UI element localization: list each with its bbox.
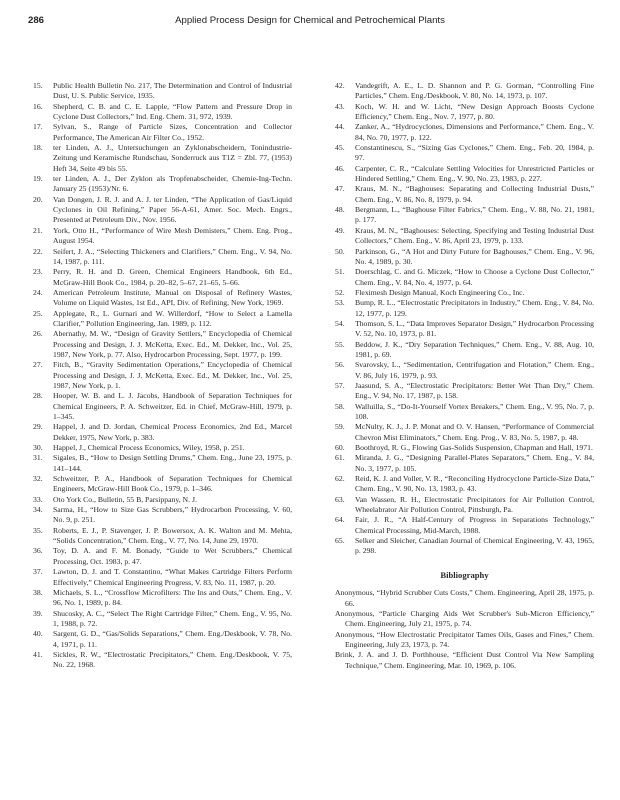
reference-number: 54.	[335, 318, 345, 328]
reference-text: York, Otto H., “Performance of Wire Mesh Demisters,” Chem. Eng. Prog., August 1954.	[53, 225, 292, 246]
reference-number: 63.	[335, 494, 345, 504]
reference-text: Roberts, E. J., P. Stavenger, J. P. Bowersox, A. K. Walton and M. Mehta, “Solids Concentration,” Chem. Eng., V. 77, No. 14, June 29, 1970.	[53, 525, 292, 546]
reference-text: Constantinescu, S., “Sizing Gas Cyclones,” Chem. Eng., Feb. 20, 1984, p. 97.	[355, 143, 594, 163]
reference-entry	[33, 360, 292, 391]
reference-number: 18.	[33, 143, 43, 153]
reference-text: Sigales, B., “How to Design Settling Drums,” Chem. Eng., June 23, 1975, p. 141–144.	[53, 453, 292, 473]
reference-text: Seifert, J. A., “Selecting Thickeners and Clarifiers,” Chem. Eng., V. 94, No. 14, 1987, p. 111.	[53, 246, 292, 266]
reference-number: 46.	[335, 163, 345, 173]
reference-text: Beddow, J. K., “Dry Separation Techniques,” Chem. Eng., V. 88, Aug. 10, 1981, p. 69.	[355, 339, 594, 359]
reference-entry	[33, 174, 292, 195]
reference-number: 17.	[33, 122, 43, 132]
reference-number: 43.	[335, 101, 345, 111]
reference-entry	[33, 102, 292, 123]
reference-number: 60.	[335, 443, 345, 453]
reference-list-right	[335, 81, 594, 557]
reference-number: 26.	[33, 329, 43, 339]
reference-number: 27.	[33, 360, 43, 370]
reference-text: Michaels, S. L., “Crossflow Microfilters: The Ins and Outs,” Chem. Eng., V. 96, No. 1, 1989, p. 84.	[53, 587, 292, 608]
reference-entry	[335, 536, 594, 557]
reference-entry	[33, 650, 292, 671]
reference-entry	[335, 495, 594, 516]
reference-text: Happel, J. and D. Jordan, Chemical Process Economics, 2nd Ed., Marcel Dekker, 1975, New York, p. 383.	[53, 422, 292, 442]
reference-entry	[335, 267, 594, 288]
reference-number: 40.	[33, 629, 43, 639]
reference-text: Vandegrift, A. E., L. D. Shannon and P. G. Gorman, “Controlling Fine Particles,” Chem. Eng./Deskbook, V. 80, No. 14, 1973, p. 107.	[355, 81, 594, 101]
bibliography-entry: Anonymous, “Hybrid Scrubber Cuts Costs,” Chem. Engineering, April 28, 1975, p. 66.	[335, 588, 594, 608]
reference-text: American Petroleum Institute, Manual on Disposal of Refinery Wastes, Volume on Liquid Wastes, 1st Ed., API, Div. of Refining, New York, 1969.	[53, 287, 292, 308]
reference-number: 36.	[33, 546, 43, 556]
bibliography-entry: Brink, J. A. and J. D. Porthhouse, “Efficient Dust Control Via New Sampling Technique,” Chem. Engineering, Mar. 10, 1969, p. 106.	[335, 650, 594, 670]
reference-entry	[33, 329, 292, 360]
reference-text: Fitch, B., “Gravity Sedimentation Operations,” Encyclopedia of Chemical Processing and Design, J. J. McKetta, Exec. Ed., M. Dekker, Inc., Vol. 25, 1987, New York, p. 1.	[53, 360, 292, 390]
reference-text: Shepherd, C. B. and C. E. Lapple, “Flow Pattern and Pressure Drop in Cyclone Dust Collectors,” Ind. Eng. Chem. 31, 972, 1939.	[53, 101, 292, 122]
reference-text: Parkinson, G., “A Hot and Dirty Future for Baghouses,” Chem. Eng., V. 96, No. 4, 1989, p. 30.	[355, 246, 594, 266]
reference-number: 55.	[335, 339, 345, 349]
reference-number: 29.	[33, 422, 43, 432]
reference-number: 37.	[33, 567, 43, 577]
reference-text: Hooper, W. B. and L. J. Jacobs, Handbook of Separation Techniques for Chemical Engineers, P. A. Schweitzer, Ed. in Chief, McGraw-Hill, 1979, p. 1–345.	[53, 391, 292, 421]
reference-entry	[33, 195, 292, 226]
reference-entry	[33, 391, 292, 422]
reference-text: Abernathy, M. W., “Design of Gravity Settlers,” Encyclopedia of Chemical Processing and Design, J. J. McKetta, Exec. Ed., M. Dekker, Inc., Vol. 25, 1987, New York, p. 77. Also, Hydrocarbon Processing, Sept. 1977, p. 199.	[53, 329, 292, 359]
reference-entry	[33, 81, 292, 102]
reference-text: Selker and Sleicher, Canadian Journal of Chemical Engineering, V. 43, 1965, p. 298.	[355, 536, 594, 556]
reference-number: 20.	[33, 194, 43, 204]
reference-number: 56.	[335, 360, 345, 370]
reference-entry	[335, 402, 594, 423]
reference-text: Thomson, S. L., “Data Improves Separator Design,” Hydrocarbon Processing V. 52, No. 10, 1973, p. 81.	[355, 318, 594, 339]
reference-entry	[33, 609, 292, 630]
reference-text: Van Dongen, J. R. J. and A. J. ter Linden, “The Application of Gas/Liquid Cyclones in Oil Refining,” Paper 56-A-61, Amer. Soc. Mech. Engrs., Presented at Petroleum Div., Nov. 1956.	[53, 194, 292, 225]
running-title: Applied Process Design for Chemical and Petrochemical Plants	[175, 15, 445, 26]
reference-number: 48.	[335, 205, 345, 215]
reference-text: McNulty, K. J., J. P. Monat and O. V. Hansen, “Performance of Commercial Chevron Mist Eliminators,” Chem. Eng. Prog., V. 83, No. 5, 1987, p. 48.	[355, 422, 594, 442]
reference-text: Oto York Co., Bulletin, 55 B, Parsippany, N. J.	[53, 494, 197, 504]
reference-text: Public Health Bulletin No. 217, The Determination and Control of Industrial Dust, U. S. Public Service, 1935.	[53, 81, 292, 101]
bibliography-entry: Anonymous, “How Electrostatic Precipitator Tames Oils, Gases and Fines,” Chem. Engineering, July 23, 1973, p. 74.	[335, 629, 594, 649]
reference-entry	[33, 588, 292, 609]
reference-entry	[335, 381, 594, 402]
reference-number: 38.	[33, 587, 43, 597]
reference-text: Happel, J., Chemical Process Economics, Wiley, 1958, p. 251.	[53, 443, 245, 453]
reference-text: Koch, W. H. and W. Licht, “New Design Approach Boosts Cyclone Efficiency,” Chem. Eng., Nov. 7, 1977, p. 80.	[355, 101, 594, 122]
reference-number: 30.	[33, 443, 43, 453]
reference-entry	[335, 102, 594, 123]
reference-entry	[33, 122, 292, 143]
reference-number: 47.	[335, 184, 345, 194]
reference-entry	[335, 164, 594, 185]
reference-entry	[33, 567, 292, 588]
reference-number: 34.	[33, 505, 43, 515]
reference-column-right	[335, 81, 594, 671]
reference-text: Toy, D. A. and F. M. Bonady, “Guide to Wet Scrubbers,” Chemical Processing, Oct. 1983, p. 47.	[53, 546, 292, 566]
reference-text: Boothroyd, R. G., Flowing Gas-Solids Suspension, Chapman and Hall, 1971.	[355, 443, 593, 453]
reference-column-left	[33, 81, 292, 671]
reference-number: 35.	[33, 525, 43, 535]
reference-number: 15.	[33, 81, 43, 90]
reference-entry	[33, 526, 292, 547]
reference-text: Sickles, R. W., “Electrostatic Precipitators,” Chem. Eng./Deskbook, V. 75, No. 22, 1968.	[53, 649, 292, 670]
reference-number: 65.	[335, 536, 345, 546]
page-number: 286	[28, 15, 45, 26]
reference-entry	[33, 247, 292, 268]
reference-number: 28.	[33, 391, 43, 401]
reference-number: 44.	[335, 122, 345, 132]
reference-text: ter Linden, A. J., Untersuchungen an Zyklonabscheidern, Tonindustrie-Zeitung und Keramische Rundschau, Sonderruck aus T1Z = Zbl. 77, (1953) Heft 34, Seite 49 bis 55.	[53, 143, 292, 173]
reference-number: 31.	[33, 453, 43, 463]
reference-entry	[33, 422, 292, 443]
reference-text: Reid, K. J. and Voller, V. R., “Reconciling Hydrocyclone Particle-Size Data,” Chem. Eng., V. 90, No. 13, 1983, p. 43.	[355, 474, 594, 494]
reference-text: Doerschlag, C. and G. Miczek, “How to Choose a Cyclone Dust Collector,” Chem. Eng., V. 84, No. 4, 1977, p. 64.	[355, 267, 594, 287]
reference-number: 22.	[33, 246, 43, 256]
reference-number: 24.	[33, 287, 43, 297]
reference-entry	[335, 515, 594, 536]
reference-text: Carpenter, C. R., “Calculate Settling Velocities for Unrestricted Particles or Hindered Settling,” Chem. Eng., V. 90, No. 23, 1983, p. 227.	[355, 163, 594, 184]
reference-entry	[335, 122, 594, 143]
reference-text: Perry, R. H. and D. Green, Chemical Engineers Handbook, 6th Ed., McGraw-Hill Book Co., 1984, p. 20–82, 5–67, 21–65, 5–66.	[53, 267, 292, 287]
reference-number: 25.	[33, 308, 43, 318]
reference-entry	[33, 288, 292, 309]
reference-number: 62.	[335, 474, 345, 484]
reference-entry	[335, 184, 594, 205]
reference-entry	[33, 505, 292, 526]
reference-number: 52.	[335, 287, 345, 297]
reference-text: ter Linden, A. J., Der Zyklon als Tropfenabscheider, Chemie-Ing-Techn. January 25 (1953)/Nr. 6.	[53, 174, 292, 194]
bibliography-heading: Bibliography	[440, 569, 489, 580]
reference-entry	[335, 247, 594, 268]
reference-text: Bergmann, L., “Baghouse Filter Fabrics,” Chem. Eng., V. 88, No. 21, 1981, p. 177.	[355, 205, 594, 225]
bibliography-entry: Anonymous, “Particle Charging Aids Wet Scrubber's Sub-Micron Efficiency,” Chem. Engineering, July 21, 1975, p. 74.	[335, 608, 594, 629]
reference-entry	[335, 298, 594, 319]
reference-entry	[335, 340, 594, 361]
page-header	[28, 15, 592, 31]
reference-entry	[33, 309, 292, 330]
reference-number: 58.	[335, 401, 345, 411]
reference-number: 41.	[33, 649, 43, 659]
reference-entry	[335, 453, 594, 474]
reference-text: Sargent, G. D., “Gas/Solids Separations,” Chem. Eng./Deskbook, V. 78, No. 4, 1971, p. 11.	[53, 629, 292, 649]
reference-entry	[33, 546, 292, 567]
reference-number: 23.	[33, 267, 43, 277]
reference-entry	[335, 319, 594, 340]
reference-number: 51.	[335, 267, 345, 277]
reference-entry	[335, 443, 594, 453]
reference-number: 19.	[33, 174, 43, 184]
reference-entry	[335, 422, 594, 443]
reference-text: Svarovsky, L., “Sedimentation, Centrifugation and Flotation,” Chem. Eng., V. 86, July 16, 1979, p. 93.	[355, 360, 594, 380]
reference-text: Bump, R. L., “Electrostatic Precipitators in Industry,” Chem. Eng., V. 84, No. 12, 1977, p. 129.	[355, 298, 594, 318]
reference-number: 59.	[335, 422, 345, 432]
reference-number: 42.	[335, 81, 345, 90]
reference-entry	[335, 205, 594, 226]
reference-number: 64.	[335, 515, 345, 525]
reference-entry	[33, 267, 292, 288]
reference-entry	[33, 226, 292, 247]
reference-number: 53.	[335, 298, 345, 308]
reference-entry	[335, 81, 594, 102]
reference-text: Schweitzer, P. A., Handbook of Separation Techniques for Chemical Engineers, McGraw-Hill Book Co., 1979, p. 1–346.	[53, 474, 292, 494]
reference-number: 33.	[33, 494, 43, 504]
reference-entry	[33, 629, 292, 650]
bibliography-list	[335, 588, 594, 671]
reference-entry	[33, 495, 292, 505]
reference-number: 50.	[335, 246, 345, 256]
reference-entry	[335, 288, 594, 298]
reference-text: Jaasund, S. A., “Electrostatic Precipitators: Better Wet Than Dry,” Chem. Eng., V. 94, No. 17, 1987, p. 158.	[355, 380, 594, 401]
reference-entry	[335, 474, 594, 495]
reference-number: 39.	[33, 608, 43, 618]
reference-text: Miranda, J. G., “Designing Parallel-Plates Separators,” Chem. Eng., V. 84, No. 3, 1977, p. 105.	[355, 453, 594, 473]
reference-entry	[33, 474, 292, 495]
reference-text: Fleximesh Design Manual, Koch Engineering Co., Inc.	[355, 287, 525, 297]
reference-text: Fair, J. R., “A Half-Century of Progress in Separations Technology,” Chemical Processing, Mid-March, 1988.	[355, 515, 594, 535]
reference-text: Zanker, A., “Hydrocyclones, Dimensions and Performance,” Chem. Eng., V. 84, No. 70, 1977, p. 122.	[355, 122, 594, 142]
reference-entry	[335, 143, 594, 164]
reference-number: 45.	[335, 143, 345, 153]
reference-text: Shucosky, A. C., “Select The Right Cartridge Filter,” Chem. Eng., V. 95, No. 1, 1988, p. 72.	[53, 608, 292, 628]
reference-text: Sylvan, S., Range of Particle Sizes, Concentration and Collector Performance, The American Air Filter Co., 1952.	[53, 122, 292, 142]
reference-number: 61.	[335, 453, 345, 463]
reference-entry	[33, 453, 292, 474]
reference-text: Kraus, M. N., “Baghouses: Selecting, Specifying and Testing Industrial Dust Collectors,” Chem. Eng., V. 86, April 23, 1979, p. 133.	[355, 225, 594, 246]
reference-number: 32.	[33, 474, 43, 484]
reference-entry	[335, 226, 594, 247]
reference-entry	[33, 143, 292, 174]
reference-number: 57.	[335, 380, 345, 390]
reference-text: Sarma, H., “How to Size Gas Scrubbers,” Hydrocarbon Processing, V. 60, No. 9, p. 251.	[53, 505, 292, 525]
reference-text: Lawton, D. J. and T. Constantino, “What Makes Cartridge Filters Perform Effectively,” Chemical Engineering Progress, V. 83, No. 11, 1987, p. 20.	[53, 567, 292, 587]
reference-text: Van Wassen, R. H., Electrostatic Precipitators for Air Pollution Control, Wheelabrator Air Pollution Control, Pittsburgh, Pa.	[355, 494, 594, 515]
reference-entry	[33, 443, 292, 453]
reference-text: Walluilla, S., “Do-It-Yourself Vortex Breakers,” Chem. Eng., V. 95, No. 7, p. 108.	[355, 401, 594, 421]
reference-entry	[335, 360, 594, 381]
reference-number: 49.	[335, 225, 345, 235]
reference-text: Applegate, R., L. Gurnari and W. Willerdorf, “How to Select a Lamella Clarifier,” Pollution Engineering, Jan. 1989, p. 112.	[53, 308, 292, 328]
reference-number: 21.	[33, 225, 43, 235]
reference-number: 16.	[33, 101, 43, 111]
reference-text: Kraus, M. N., “Baghouses: Separating and Collecting Industrial Dusts,” Chem. Eng., V. 86, No. 8, 1979, p. 94.	[355, 184, 594, 204]
